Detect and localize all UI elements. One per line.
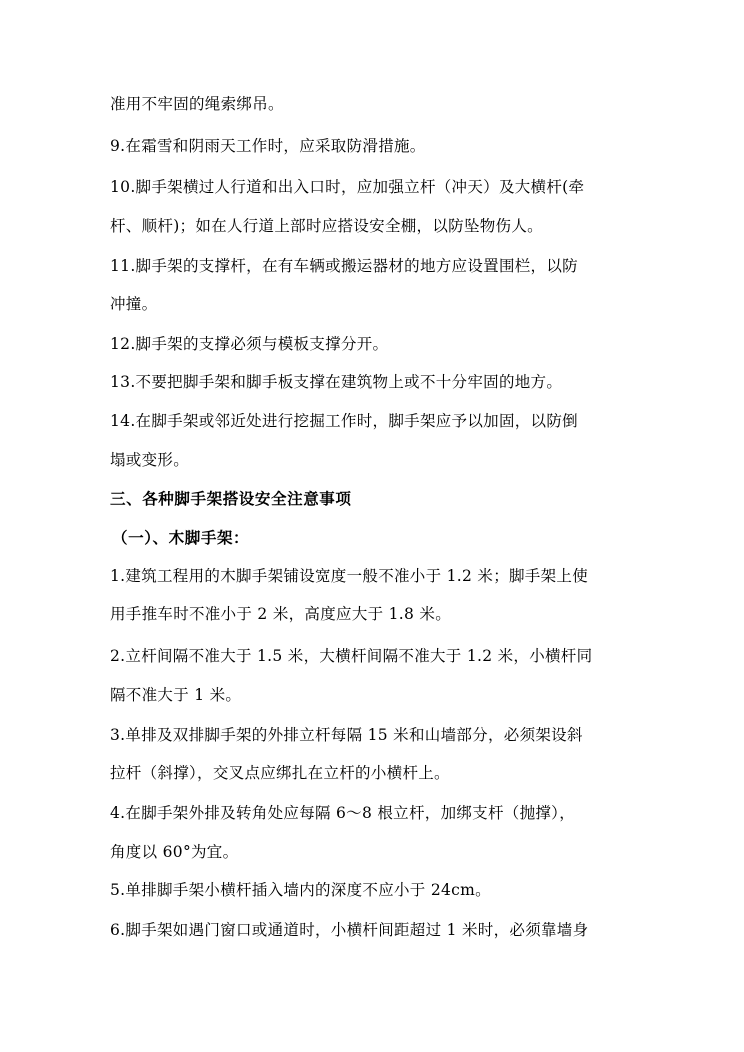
text-line: 拉杆（斜撑），交叉点应绑扎在立杆的小横杆上。 <box>110 764 450 782</box>
text-line: 4.在脚手架外排及转角处应每隔 6～8 根立杆，加绑支杆（抛撑）， <box>110 804 576 822</box>
text-line: 5.单排脚手架小横杆插入墙内的深度不应小于 24cm。 <box>110 881 491 899</box>
text-line: 隔不准大于 1 米。 <box>110 686 242 704</box>
text-line: 塌或变形。 <box>110 451 190 469</box>
text-line: 9.在霜雪和阴雨天工作时，应采取防滑措施。 <box>110 137 426 155</box>
text-line: 14.在脚手架或邻近处进行挖掘工作时，脚手架应予以加固，以防倒 <box>110 412 578 430</box>
text-line: 1.建筑工程用的木脚手架铺设宽度一般不准小于 1.2 米；脚手架上使 <box>110 567 588 585</box>
text-line: 6.脚手架如遇门窗口或通道时，小横杆间距超过 1 米时，必须靠墙身 <box>110 921 589 939</box>
text-line: 杆、顺杆)；如在人行道上部时应搭设安全棚，以防坠物伤人。 <box>110 217 543 235</box>
text-line: 用手推车时不准小于 2 米，高度应大于 1.8 米。 <box>110 605 452 623</box>
text-line: 13.不要把脚手架和脚手板支撑在建筑物上或不十分牢固的地方。 <box>110 373 563 391</box>
text-line: 准用不牢固的绳索绑吊。 <box>110 95 284 113</box>
section-heading: 三、各种脚手架搭设安全注意事项 <box>110 490 352 508</box>
text-line: 角度以 60°为宜。 <box>110 843 239 861</box>
subsection-heading: （一）、木脚手架： <box>112 529 250 547</box>
text-line: 12.脚手架的支撑必须与模板支撑分开。 <box>110 335 389 353</box>
text-line: 11.脚手架的支撑杆，在有车辆或搬运器材的地方应设置围栏，以防 <box>110 257 578 275</box>
text-line: 3.单排及双排脚手架的外排立杆每隔 15 米和山墙部分，必须架设斜 <box>110 726 583 744</box>
text-line: 2.立杆间隔不准大于 1.5 米，大横杆间隔不准大于 1.2 米，小横杆同 <box>110 647 593 665</box>
text-line: 冲撞。 <box>110 295 158 313</box>
text-line: 10.脚手架横过人行道和出入口时，应加强立杆（冲天）及大横杆(牵 <box>110 178 585 196</box>
